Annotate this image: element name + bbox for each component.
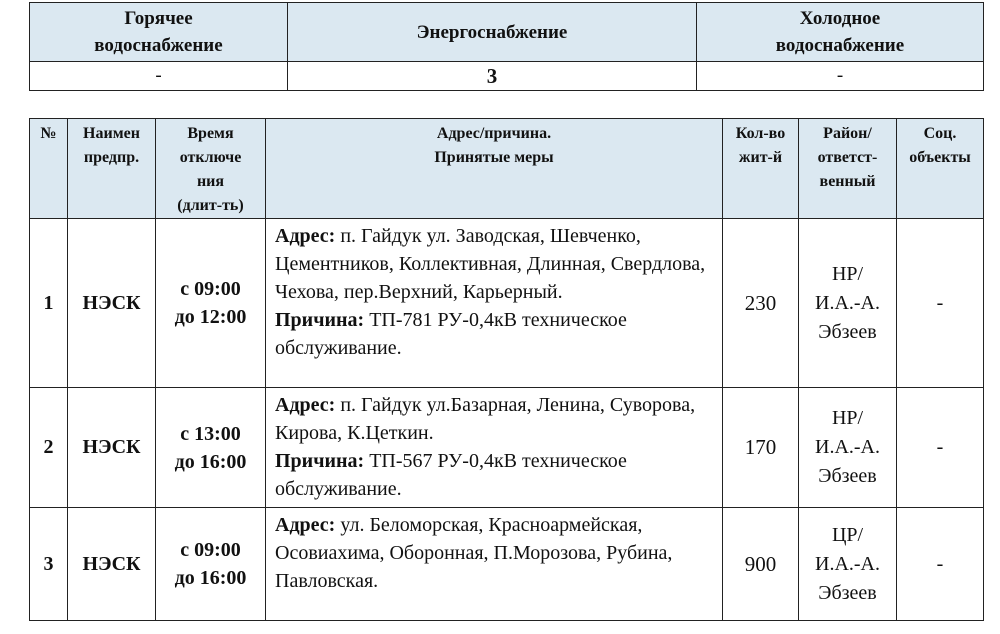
- row-area-line: НР/: [831, 262, 864, 285]
- row-area-line: И.А.-А.: [815, 552, 880, 575]
- row-reason: ТП-567 РУ-0,4кВ техническое обслуживание.: [275, 450, 627, 500]
- row-area-responsible: [799, 508, 897, 621]
- row-area-line: ЦР/: [831, 523, 864, 546]
- row-area-line: Эбзеев: [818, 465, 877, 487]
- summary-table: [29, 2, 984, 91]
- row-residents-count: 230: [723, 219, 799, 388]
- row-time-from: с 09:00: [180, 539, 241, 561]
- cold-water-header: [697, 3, 984, 62]
- row-time: [156, 508, 266, 621]
- row-address-reason: [266, 508, 723, 621]
- energy-value: 3: [288, 62, 697, 91]
- col-org-label: Наимен: [83, 125, 140, 142]
- row-area-line: Эбзеев: [818, 320, 877, 343]
- col-time-header: [156, 119, 266, 219]
- col-count-label: Кол-во: [735, 125, 786, 142]
- row-address: ул. Беломорская, Красноармейская, Осовиахима, Оборонная, П.Морозова, Рубина, Павловская.: [275, 514, 673, 592]
- col-time-label: ния: [196, 173, 225, 190]
- col-address-label: Принятые меры: [434, 149, 554, 166]
- energy-header: [288, 3, 697, 62]
- row-area-line: НР/: [831, 407, 864, 429]
- table-row: [30, 219, 984, 388]
- col-area-header: [799, 119, 897, 219]
- row-time-to: до 16:00: [174, 450, 247, 473]
- row-area-responsible: [799, 388, 897, 508]
- row-residents-count: 900: [723, 508, 799, 621]
- summary-header-row: [30, 3, 984, 62]
- table-row: [30, 388, 984, 508]
- col-social-label: Соц.: [923, 125, 957, 142]
- col-area-label: Район/: [823, 125, 872, 142]
- address-label: Адрес:: [275, 394, 336, 416]
- col-org-header: [68, 119, 156, 219]
- row-address: п. Гайдук ул. Заводская, Шевченко, Цементников, Коллективная, Длинная, Свердлова, Чехова, пер.Верхний, Карьерный.: [275, 225, 706, 303]
- row-number: 1: [30, 219, 68, 388]
- row-social-objects: -: [897, 219, 984, 388]
- row-time: [156, 388, 266, 508]
- col-org-label: предпр.: [83, 149, 140, 166]
- col-address-label: Адрес/причина.: [436, 125, 552, 142]
- address-label: Адрес:: [275, 514, 336, 536]
- col-count-header: [723, 119, 799, 219]
- row-address: п. Гайдук ул.Базарная, Ленина, Суворова, Кирова, К.Цеткин.: [275, 394, 696, 444]
- row-area-responsible: [799, 219, 897, 388]
- row-time-to: до 16:00: [174, 567, 247, 589]
- row-time-from: с 13:00: [180, 422, 241, 445]
- hot-water-header: [30, 3, 288, 62]
- col-address-header: [266, 119, 723, 219]
- hot-water-header-line: водоснабжение: [94, 35, 223, 56]
- row-number: 3: [30, 508, 68, 621]
- row-area-line: И.А.-А.: [815, 436, 880, 458]
- col-social-header: [897, 119, 984, 219]
- row-area-line: И.А.-А.: [815, 291, 880, 314]
- summary-value-row: [30, 62, 984, 91]
- row-residents-count: 170: [723, 388, 799, 508]
- col-time-label: (длит-ть): [177, 197, 244, 214]
- col-count-label: жит-й: [738, 149, 783, 166]
- row-organization: НЭСК: [68, 508, 156, 621]
- row-number: 2: [30, 388, 68, 508]
- col-num-header: [30, 119, 68, 219]
- col-area-label: венный: [819, 173, 876, 190]
- outage-table: [29, 118, 984, 621]
- row-time: [156, 219, 266, 388]
- row-address-reason: [266, 388, 723, 508]
- col-social-label: объекты: [909, 149, 971, 166]
- reason-label: Причина:: [275, 309, 365, 331]
- row-social-objects: -: [897, 508, 984, 621]
- col-time-label: Время: [187, 125, 234, 142]
- hot-water-value: -: [30, 62, 288, 91]
- hot-water-header-line: Горячее: [124, 8, 193, 29]
- outage-table-header: [30, 119, 984, 219]
- row-area-line: Эбзеев: [818, 581, 877, 604]
- reason-label: Причина:: [275, 450, 365, 472]
- row-time-from: с 09:00: [180, 278, 241, 300]
- row-social-objects: -: [897, 388, 984, 508]
- row-address-reason: [266, 219, 723, 388]
- row-time-to: до 12:00: [174, 306, 247, 328]
- col-area-label: ответст-: [817, 149, 878, 166]
- row-organization: НЭСК: [68, 388, 156, 508]
- table-row: [30, 508, 984, 621]
- cold-water-header-line: водоснабжение: [775, 35, 905, 56]
- col-num-label: №: [40, 125, 57, 142]
- row-organization: НЭСК: [68, 219, 156, 388]
- row-reason: ТП-781 РУ-0,4кВ техническое обслуживание.: [275, 309, 627, 359]
- address-label: Адрес:: [275, 225, 336, 247]
- cold-water-value: -: [697, 62, 984, 91]
- col-time-label: отключе: [179, 149, 242, 166]
- cold-water-header-line: Холодное: [799, 8, 881, 29]
- energy-header-label: Энергоснабжение: [416, 21, 568, 43]
